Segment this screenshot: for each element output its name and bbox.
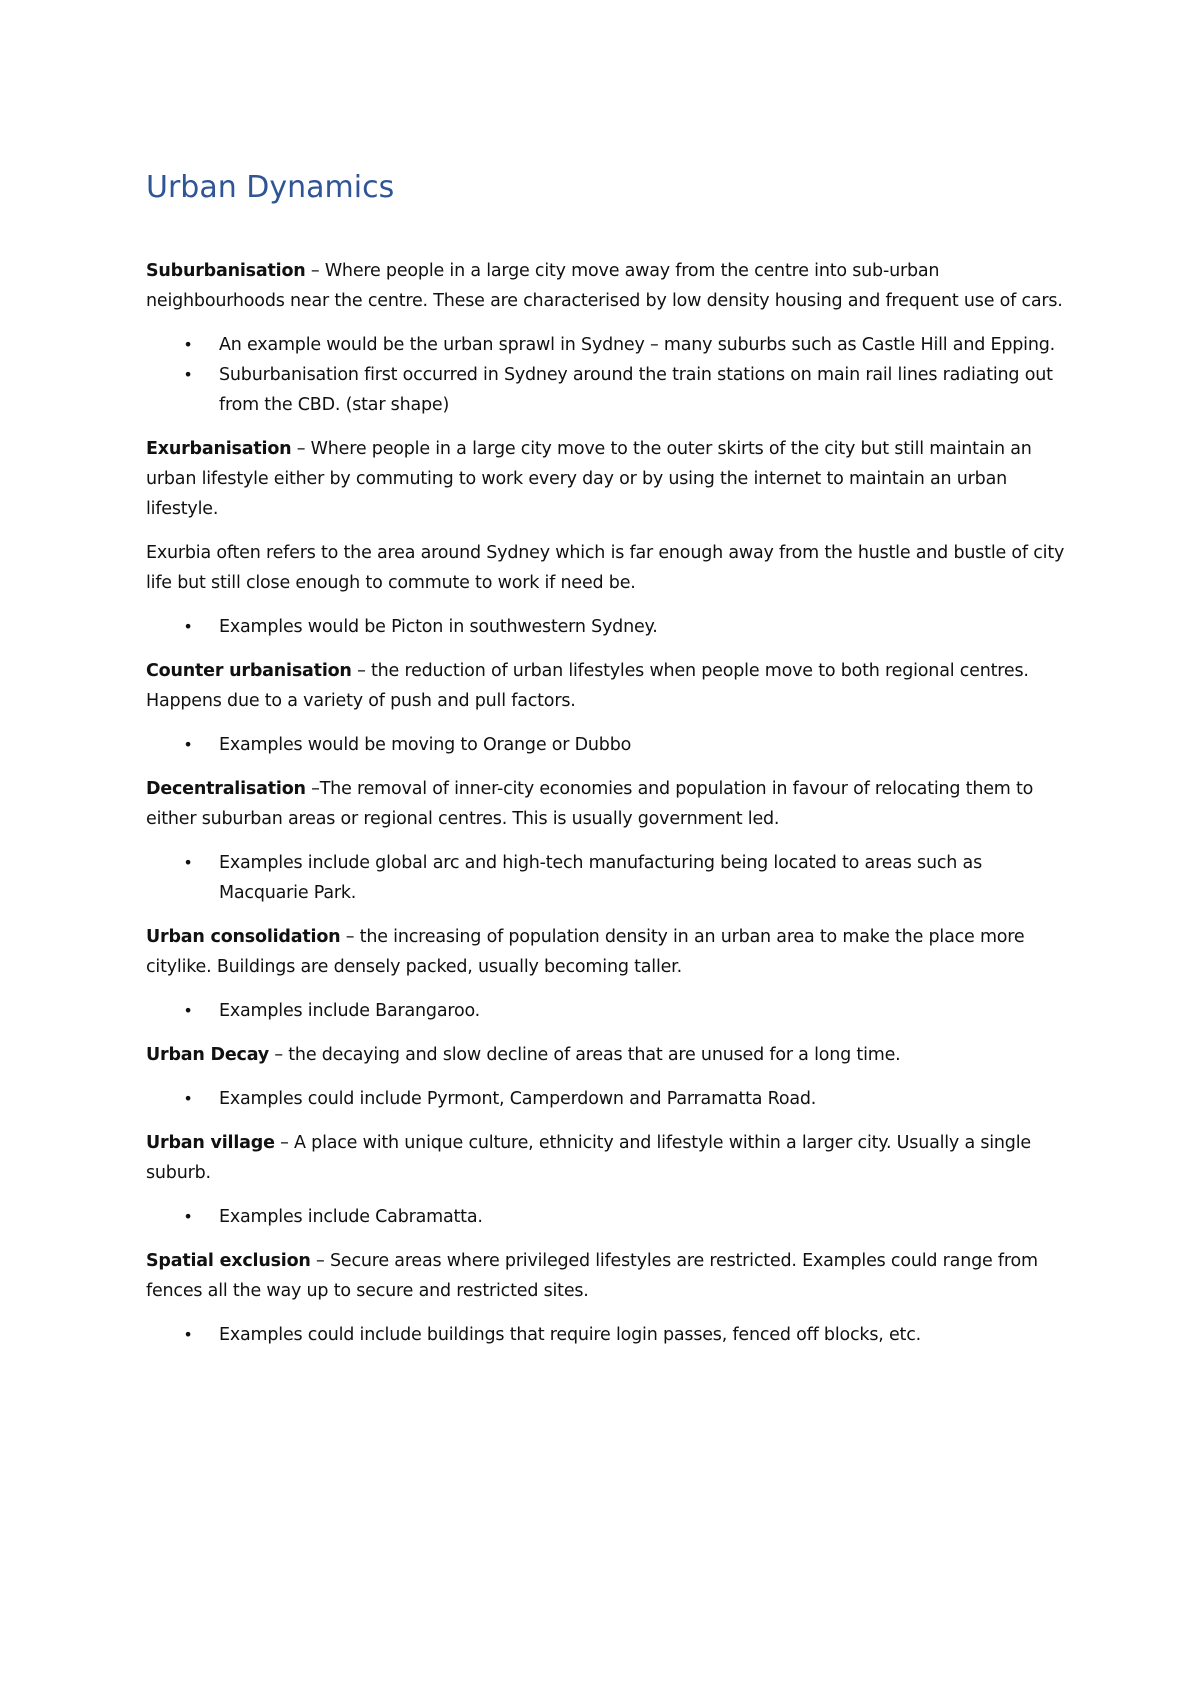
list-item (146, 330, 1066, 360)
definition-paragraph (146, 922, 1066, 982)
list-item-text: An example would be the urban sprawl in Sydney – many suburbs such as Castle Hill and Epping. (219, 335, 1055, 355)
definition-term: Counter urbanisation (146, 661, 352, 681)
bullet-list (146, 848, 1066, 908)
bullet-list (146, 1084, 1066, 1114)
list-item (146, 848, 1066, 908)
bullet-icon: • (183, 735, 193, 754)
definition-term: Urban village (146, 1133, 275, 1153)
definition-paragraph (146, 1040, 1066, 1070)
list-item-text: Examples include Barangaroo. (219, 1001, 481, 1021)
definition-paragraph (146, 256, 1066, 316)
definition-text: –The removal of inner-city economies and population in favour of relocating them to either suburban areas or regional centres. This is usually government led. (146, 779, 1034, 829)
list-item (146, 360, 1066, 420)
list-item (146, 1084, 1066, 1114)
definition-paragraph (146, 774, 1066, 834)
bullet-icon: • (183, 1089, 193, 1108)
document-title: Urban Dynamics (146, 170, 395, 205)
list-item-text: Examples would be Picton in southwestern Sydney. (219, 617, 658, 637)
bullet-list (146, 330, 1066, 420)
definition-paragraph (146, 1128, 1066, 1188)
bullet-list (146, 1320, 1066, 1350)
bullet-list (146, 996, 1066, 1026)
bullet-list (146, 1202, 1066, 1232)
list-item (146, 996, 1066, 1026)
list-item (146, 1202, 1066, 1232)
definition-text: – Where people in a large city move away from the centre into sub-urban neighbourhoods near the centre. These are characterised by low density housing and frequent use of cars. (146, 261, 1063, 311)
body-paragraph: Exurbia often refers to the area around Sydney which is far enough away from the hustle and bustle of city life but still close enough to commute to work if need be. (146, 543, 1065, 593)
list-item-text: Examples include global arc and high-tech manufacturing being located to areas such as Macquarie Park. (219, 853, 982, 903)
definition-text: – the increasing of population density in an urban area to make the place more citylike. Buildings are densely packed, usually becoming taller. (146, 927, 1025, 977)
definition-paragraph (146, 656, 1066, 716)
bullet-icon: • (183, 365, 193, 384)
list-item-text: Examples include Cabramatta. (219, 1207, 483, 1227)
bullet-icon: • (183, 853, 193, 872)
list-item-text: Suburbanisation first occurred in Sydney around the train stations on main rail lines radiating out from the CBD. (star shape) (219, 365, 1053, 415)
definition-text: – Secure areas where privileged lifestyles are restricted. Examples could range from fences all the way up to secure and restricted sites. (146, 1251, 1038, 1301)
definition-text: – the reduction of urban lifestyles when people move to both regional centres. Happens due to a variety of push and pull factors. (146, 661, 1029, 711)
list-item (146, 1320, 1066, 1350)
definition-text: – Where people in a large city move to the outer skirts of the city but still maintain an urban lifestyle either by commuting to work every day or by using the internet to maintain an urban lifestyle. (146, 439, 1032, 519)
definition-term: Exurbanisation (146, 439, 292, 459)
definition-term: Decentralisation (146, 779, 306, 799)
bullet-list (146, 612, 1066, 642)
bullet-icon: • (183, 1001, 193, 1020)
list-item (146, 612, 1066, 642)
definition-text: – the decaying and slow decline of areas that are unused for a long time. (268, 1045, 901, 1065)
list-item-text: Examples could include Pyrmont, Camperdown and Parramatta Road. (219, 1089, 817, 1109)
bullet-icon: • (183, 335, 193, 354)
bullet-icon: • (183, 617, 193, 636)
definition-term: Urban consolidation (146, 927, 341, 947)
list-item (146, 730, 1066, 760)
bullet-icon: • (183, 1207, 193, 1226)
definition-term: Spatial exclusion (146, 1251, 311, 1271)
definition-paragraph (146, 1246, 1066, 1306)
definition-term: Suburbanisation (146, 261, 306, 281)
document-body (146, 256, 1066, 1364)
bullet-icon: • (183, 1325, 193, 1344)
bullet-list (146, 730, 1066, 760)
list-item-text: Examples could include buildings that require login passes, fenced off blocks, etc. (219, 1325, 922, 1345)
definition-term: Urban Decay (146, 1045, 269, 1065)
list-item-text: Examples would be moving to Orange or Dubbo (219, 735, 632, 755)
definition-text: – A place with unique culture, ethnicity and lifestyle within a larger city. Usually a single suburb. (146, 1133, 1031, 1183)
definition-paragraph (146, 434, 1066, 524)
